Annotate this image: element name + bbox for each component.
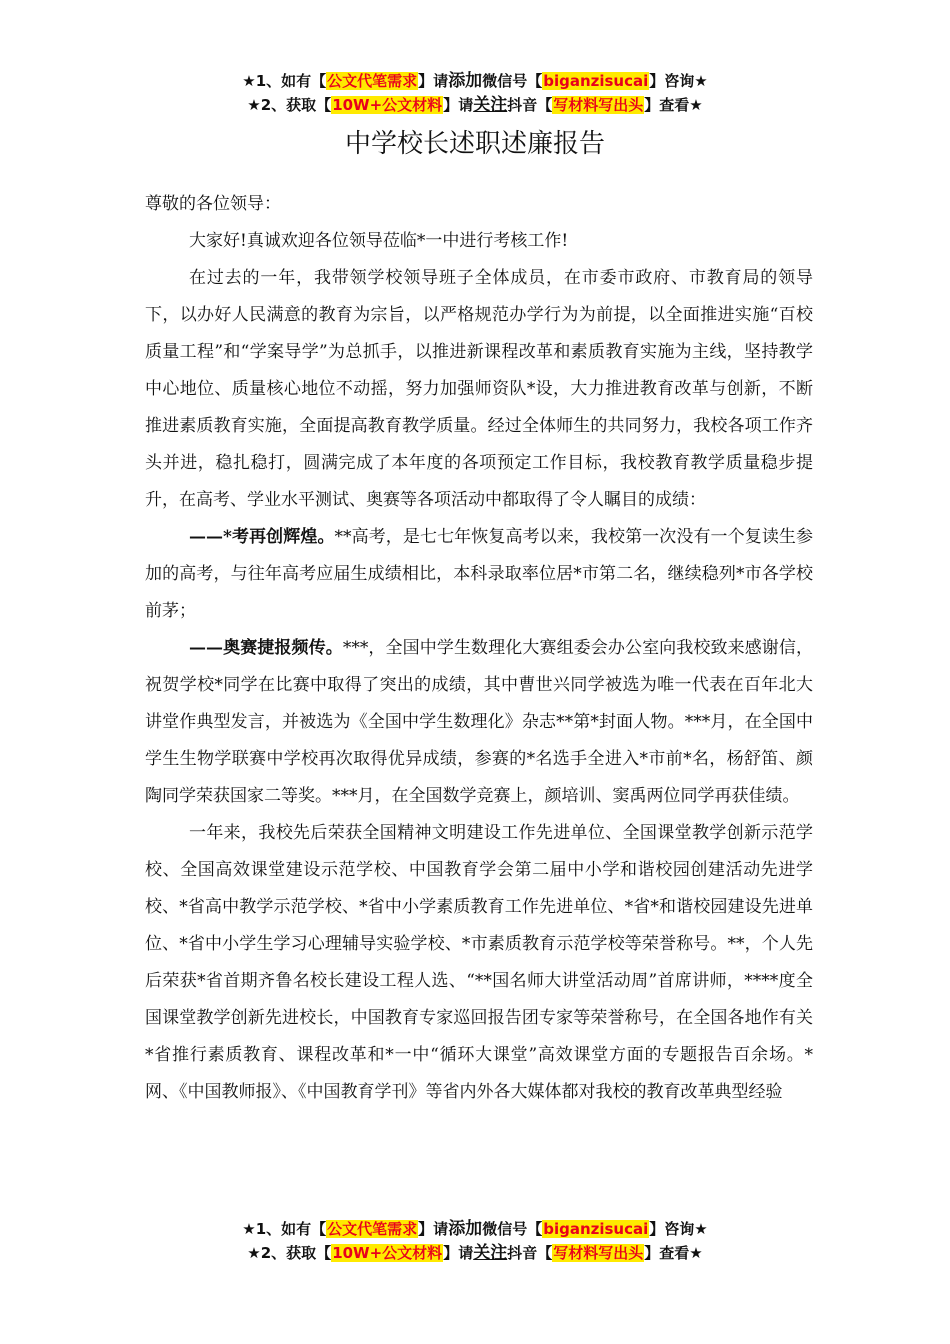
banner-highlight: 公文代笔需求 — [327, 72, 418, 90]
banner-highlight: biganzisucai — [543, 72, 649, 90]
banner-highlight: 公文代笔需求 — [327, 1220, 418, 1238]
paragraph-text: ***，全国中学生数理化大赛组委会办公室向我校致来感谢信，祝贺学校*同学在比赛中取得了突出的成绩，其中曹世兴同学被选为唯一代表在百年北大讲堂作典型发言，并被选为《全国中学生数理化》杂志**第*封面人物。***月，在全国中学生生物学联赛中学校再次取得优异成绩，参赛的*名选手全进入*市前*名，杨舒笛、颜陶同学荣获国家二等奖。***月，在全国数学竞赛上，颜培训、窦禹两位同学再获佳绩。 — [145, 638, 814, 806]
paragraph-welcome: 大家好!真诚欢迎各位领导莅临*一中进行考核工作! — [189, 231, 569, 251]
banner-text: 】查看★ — [644, 1244, 703, 1262]
paragraph-heading: ——*考再创辉煌。 — [189, 527, 335, 547]
bottom-banner-line-2 — [0, 1242, 950, 1264]
banner-emphasis: 关注 — [473, 95, 508, 115]
banner-text: ★2、获取【 — [247, 1244, 332, 1262]
document-title: 中学校长述职述廉报告 — [344, 129, 605, 159]
banner-text: ★2、获取【 — [247, 96, 332, 114]
top-banner-line-1 — [0, 70, 950, 92]
banner-text: 】请 — [443, 1244, 474, 1262]
banner-text: 抖音【 — [507, 96, 553, 114]
banner-highlight: 写材料写出头 — [553, 96, 644, 114]
banner-text: ★1、如有【 — [242, 72, 327, 90]
paragraph-olympiad — [145, 630, 813, 815]
paragraph-gaokao — [145, 519, 813, 630]
banner-highlight: 写材料写出头 — [553, 1244, 644, 1262]
banner-text: 】查看★ — [644, 96, 703, 114]
document-body — [145, 186, 813, 1111]
paragraph-honors: 一年来，我校先后荣获全国精神文明建设工作先进单位、全国课堂教学创新示范学校、全国高效课堂建设示范学校、中国教育学会第二届中小学和谐校园创建活动先进学校、*省高中教学示范学校、*省中小学素质教育工作先进单位、*省*和谐校园建设先进单位、*省中小学生学习心理辅导实验学校、*市素质教育示范学校等荣誉称号。**，个人先后荣获*省首期齐鲁名校长建设工程人选、“**国名师大讲堂活动周”首席讲师，****度全国课堂教学创新先进校长，中国教育专家巡回报告团专家等荣誉称号，在全国各地作有关*省推行素质教育、课程改革和*一中“循环大课堂”高效课堂方面的专题报告百余场。*网、《中国教师报》、《中国教育学刊》等省内外各大媒体都对我校的教育改革典型经验 — [145, 823, 813, 1102]
paragraph-summary: 在过去的一年，我带领学校领导班子全体成员，在市委市政府、市教育局的领导下，以办好人民满意的教育为宗旨，以严格规范办学行为为前提，以全面推进实施“百校质量工程”和“学案导学”为总抓手，以推进新课程改革和素质教育实施为主线，坚持教学中心地位、质量核心地位不动摇，努力加强师资队*设，大力推进教育改革与创新，不断推进素质教育实施，全面提高教育教学质量。经过全体师生的共同努力，我校各项工作齐头并进，稳扎稳打，圆满完成了本年度的各项预定工作目标，我校教育教学质量稳步提升，在高考、学业水平测试、奥赛等各项活动中都取得了令人瞩目的成绩： — [145, 268, 813, 510]
banner-text: ★1、如有【 — [242, 1220, 327, 1238]
paragraph-heading: ——奥赛捷报频传。 — [189, 638, 343, 658]
top-banner-line-2 — [0, 94, 950, 116]
banner-text: 】咨询★ — [649, 72, 708, 90]
greeting: 尊敬的各位领导： — [145, 194, 281, 214]
banner-text: 】咨询★ — [649, 1220, 708, 1238]
banner-text: 】请 — [443, 96, 474, 114]
banner-text: 抖音【 — [507, 1244, 553, 1262]
paragraph-text: **高考，是七七年恢复高考以来，我校第一次没有一个复读生参加的高考，与往年高考应届生成绩相比，本科录取率位居*市第二名，继续稳列*市各学校前茅； — [145, 527, 813, 621]
banner-highlight: 10W+公文材料 — [332, 1244, 443, 1262]
banner-highlight: 10W+公文材料 — [332, 96, 443, 114]
banner-text: 】请 — [418, 1220, 449, 1238]
banner-highlight: biganzisucai — [543, 1220, 649, 1238]
banner-text: 微信号【 — [482, 1220, 543, 1238]
banner-emphasis: 添加 — [448, 1219, 483, 1239]
bottom-banner-line-1 — [0, 1218, 950, 1240]
banner-text: 微信号【 — [482, 72, 543, 90]
banner-emphasis: 关注 — [473, 1243, 508, 1263]
banner-text: 】请 — [418, 72, 449, 90]
banner-emphasis: 添加 — [448, 71, 483, 91]
